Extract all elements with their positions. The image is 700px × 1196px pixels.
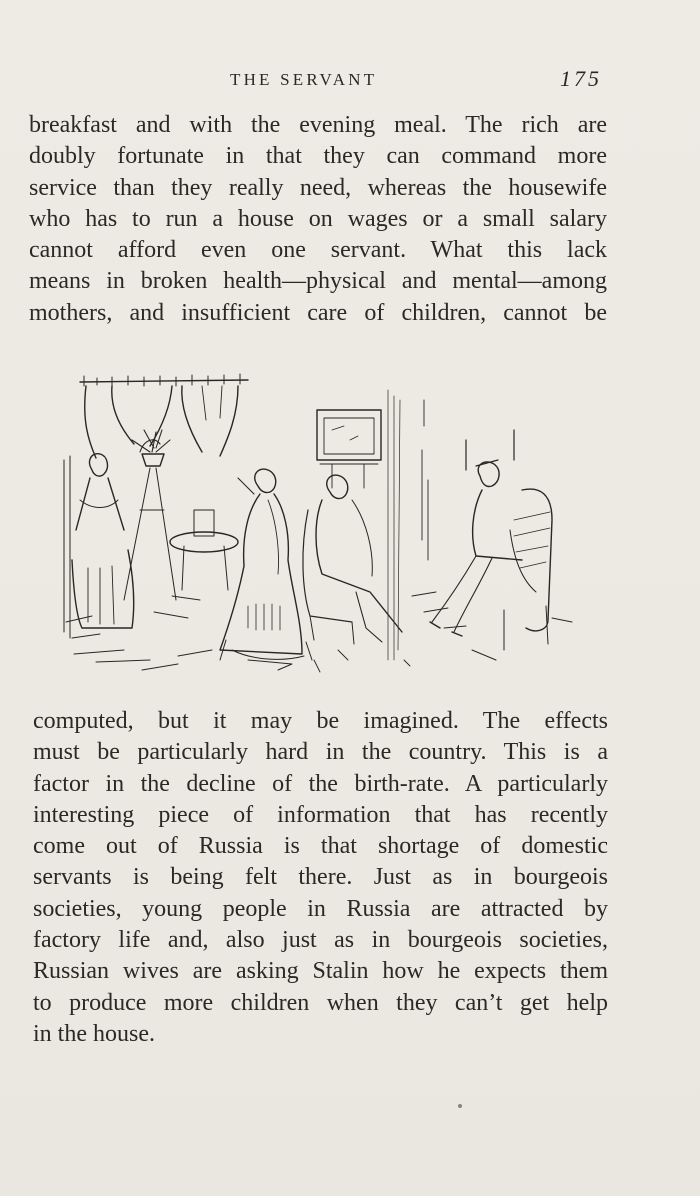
text-line: come out of Russia is that shortage of domestic [33, 833, 608, 860]
domestic-scene-illustration [52, 360, 582, 680]
paragraph-bottom [33, 706, 608, 1050]
text-line: servants is being felt there. Just as in bourgeois [33, 864, 608, 891]
text-line: mothers, and insufficient care of children, cannot be [29, 299, 607, 326]
paragraph-top [29, 110, 607, 329]
text-line: who has to run a house on wages or a small salary [29, 205, 607, 232]
text-line: cannot afford even one servant. What this lack [29, 237, 607, 264]
text-line: interesting piece of information that has recently [33, 801, 608, 828]
text-line: service than they really need, whereas the housewife [29, 174, 607, 201]
text-line: factory life and, also just as in bourgeois societies, [33, 927, 608, 954]
text-line: Russian wives are asking Stalin how he expects them [33, 958, 608, 985]
text-line: must be particularly hard in the country. This is a [33, 739, 608, 766]
text-line: in the house. [33, 1020, 155, 1047]
text-line: computed, but it may be imagined. The effects [33, 708, 608, 734]
running-head [0, 68, 700, 94]
text-line: breakfast and with the evening meal. The rich are [29, 112, 607, 138]
text-line: to produce more children when they can’t get help [33, 989, 608, 1016]
paper-speck [458, 1104, 462, 1108]
text-line: means in broken health—physical and mental—among [29, 268, 607, 295]
page-number: 175 [560, 66, 602, 91]
running-title: THE SERVANT [230, 70, 378, 89]
text-line: societies, young people in Russia are attracted by [33, 895, 608, 922]
text-line: factor in the decline of the birth-rate. A particularly [33, 770, 608, 797]
text-line: doubly fortunate in that they can command more [29, 143, 607, 170]
